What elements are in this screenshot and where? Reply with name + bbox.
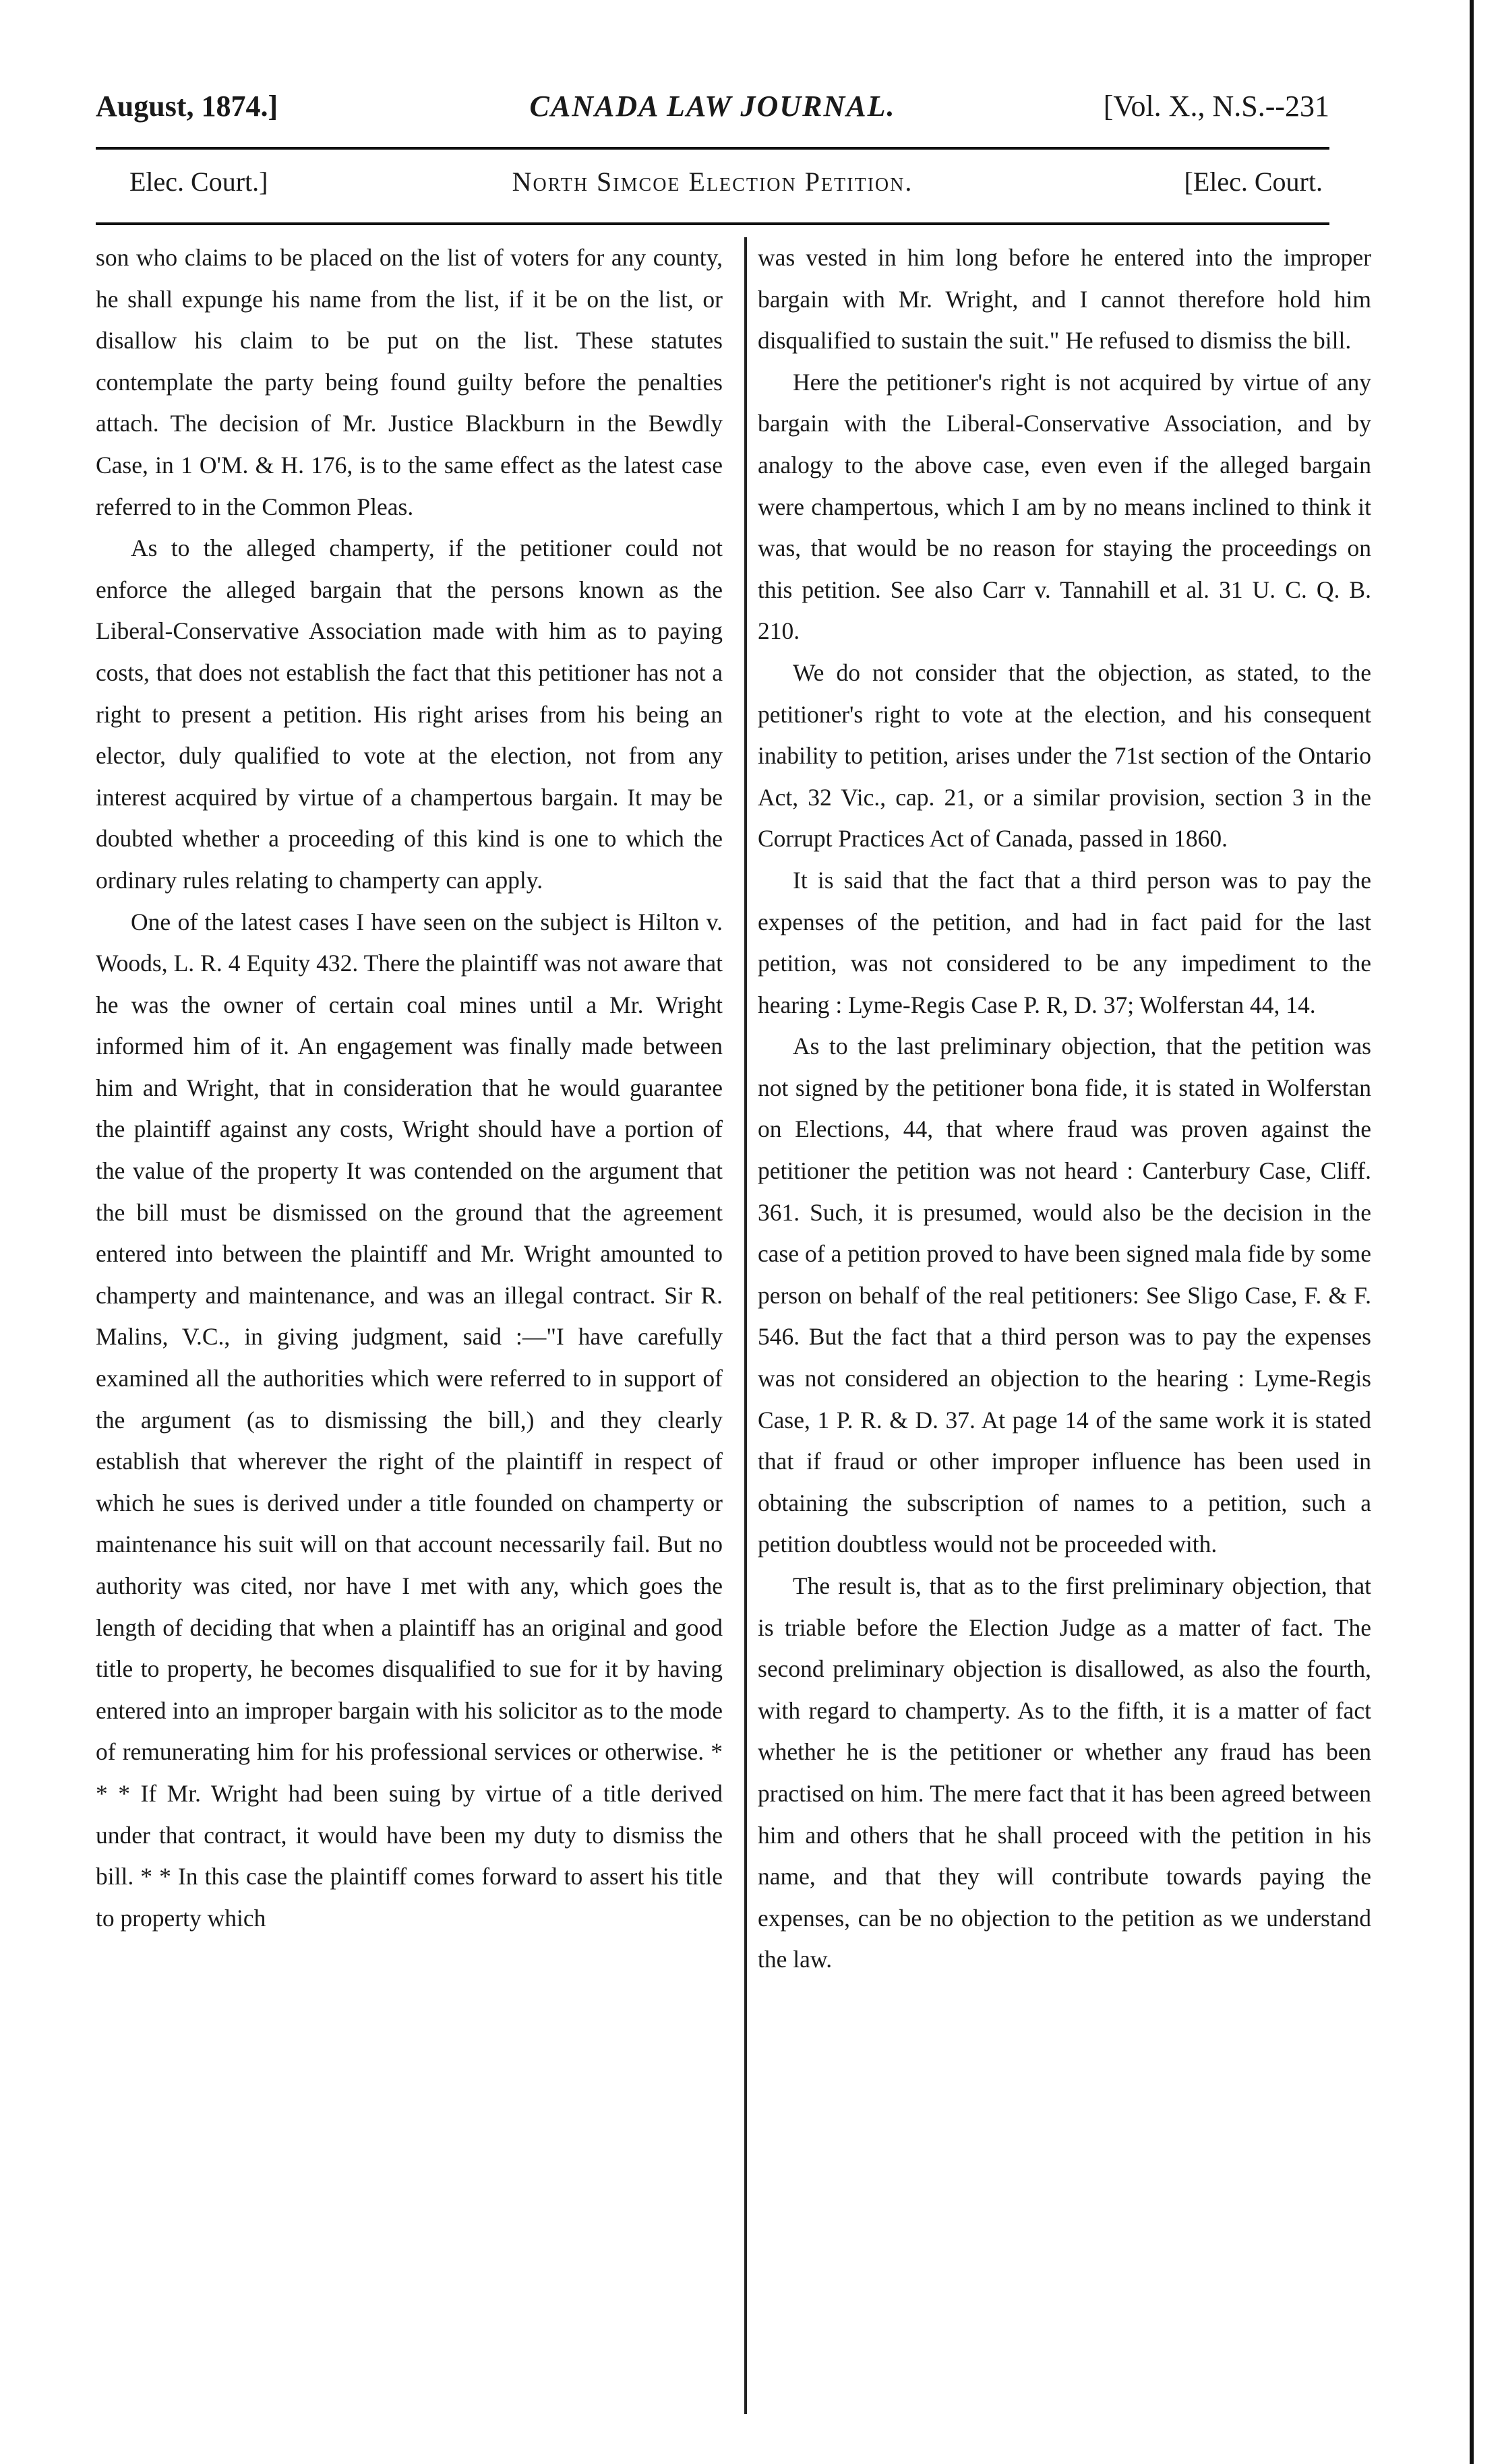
paragraph: was vested in him long before he entered into the improper bargain with Mr. Wright, and I cannot therefore hold him disqualified to sustain the suit." He refused to dismiss the bill. [758,244,1371,355]
paragraph: As to the alleged champerty, if the petitioner could not enforce the alleged bargain that the persons known as the Liberal-Conservative Association made with him as to paying costs, that does not establish the fact that this petitioner has not a right to present a petition. His right arises from his being an elector, duly qualified to vote at the election, not from any interest acquired by virtue of a champertous bargain. It may be doubted whether a proceeding of this kind is one to which the ordinary rules relating to champerty can apply. [96,534,723,894]
section-rule [96,222,1329,225]
section-header [96,166,1329,209]
paragraph: The result is, that as to the first preliminary objection, that is triable before the Election Judge as a matter of fact. The second preliminary objection is disallowed, as also the fourth, with regard to champerty. As to the fifth, it is a matter of fact whether he is the petitioner or whether any fraud has been practised on him. The mere fact that it has been agreed between him and others that he shall proceed with the petition in his name, and that they will contribute towards paying the expenses, can be no objection to the petition as we understand the law. [758,1572,1371,1973]
paragraph: As to the last preliminary objection, that the petition was not signed by the petitioner bona fide, it is stated in Wolferstan on Elections, 44, that where fraud was proven against the petitioner the petition was not heard : Canterbury Case, Cliff. 361. Such, it is presumed, would also be the decision in the case of a petition proved to have been signed mala fide by some person on behalf of the real petitioners: See Sligo Case, F. & F. 546. But the fact that a third person was to pay the expenses was not considered an objection to the hearing : Lyme-Regis Case, 1 P. R. & D. 37. At page 14 of the same work it is stated that if fraud or other improper influence has been used in obtaining the subscription of names to a petition, such a petition doubtless would not be proceeded with. [758,1033,1371,1558]
paragraph: It is said that the fact that a third person was to pay the expenses of the petition, and had in fact paid for the last petition, was not considered to be any impediment to the hearing : Lyme-Regis Case P. R, D. 37; Wolferstan 44, 14. [758,866,1371,1018]
left-column [96,237,723,1939]
paragraph: One of the latest cases I have seen on the subject is Hilton v. Woods, L. R. 4 Equity 432. There the plaintiff was not aware that he was the owner of certain coal mines until a Mr. Wright informed him of it. An engagement was finally made between him and Wright, that in consideration that he would guarantee the plaintiff against any costs, Wright should have a portion of the value of the property It was contended on the argument that the bill must be dismissed on the ground that the agreement entered into between the plaintiff and Mr. Wright amounted to champerty and maintenance, and was an illegal contract. Sir R. Malins, V.C., in giving judgment, said :—"I have carefully examined all the authorities which were referred to in support of the argument (as to dismissing the bill,) and they clearly establish that wherever the right of the plaintiff in respect of which he sues is derived under a title founded on champerty or maintenance his suit will on that account necessarily fail. But no authority was cited, nor have I met with any, which goes the length of deciding that when a plaintiff has an original and good title to property, he becomes disqualified to sue for it by having entered into an improper bargain with his solicitor as to the mode of remunerating him for his professional services or otherwise. * * * If Mr. Wright had been suing by virtue of a title derived under that contract, it would have been my duty to dismiss the bill. * * In this case the plaintiff comes forward to assert his title to property which [96,908,723,1932]
header-date: August, 1874.] [96,90,278,123]
section-court-right: [Elec. Court. [1184,166,1323,197]
header-rule [96,147,1329,150]
right-column [758,237,1371,1981]
section-court-left: Elec. Court.] [129,166,268,197]
section-title: North Simcoe Election Petition. [512,166,913,197]
running-header [96,89,1329,136]
paragraph: We do not consider that the objection, as stated, to the petitioner's right to vote at the election, and his consequent inability to petition, arises under the 71st section of the Ontario Act, 32 Vic., cap. 21, or a similar provision, section 3 in the Corrupt Practices Act of Canada, passed in 1860. [758,658,1371,853]
paragraph: Here the petitioner's right is not acquired by virtue of any bargain with the Liberal-Conservative Association, and by analogy to the above case, even even if the alleged bargain were champertous, which I am by no means inclined to think it was, that would be no reason for staying the proceedings on this petition. See also Carr v. Tannahill et al. 31 U. C. Q. B. 210. [758,368,1371,645]
column-divider [744,237,747,2414]
paragraph: son who claims to be placed on the list of voters for any county, he shall expunge his name from the list, if it be on the list, or disallow his claim to be put on the list. These statutes contemplate the party being found guilty before the penalties attach. The decision of Mr. Justice Blackburn in the Bewdly Case, in 1 O'M. & H. 176, is to the same effect as the latest case referred to in the Common Pleas. [96,244,723,520]
header-journal-title: CANADA LAW JOURNAL. [529,90,896,123]
header-volume: [Vol. X., N.S.--231 [1103,90,1329,123]
page-edge-line [1470,0,1474,2464]
